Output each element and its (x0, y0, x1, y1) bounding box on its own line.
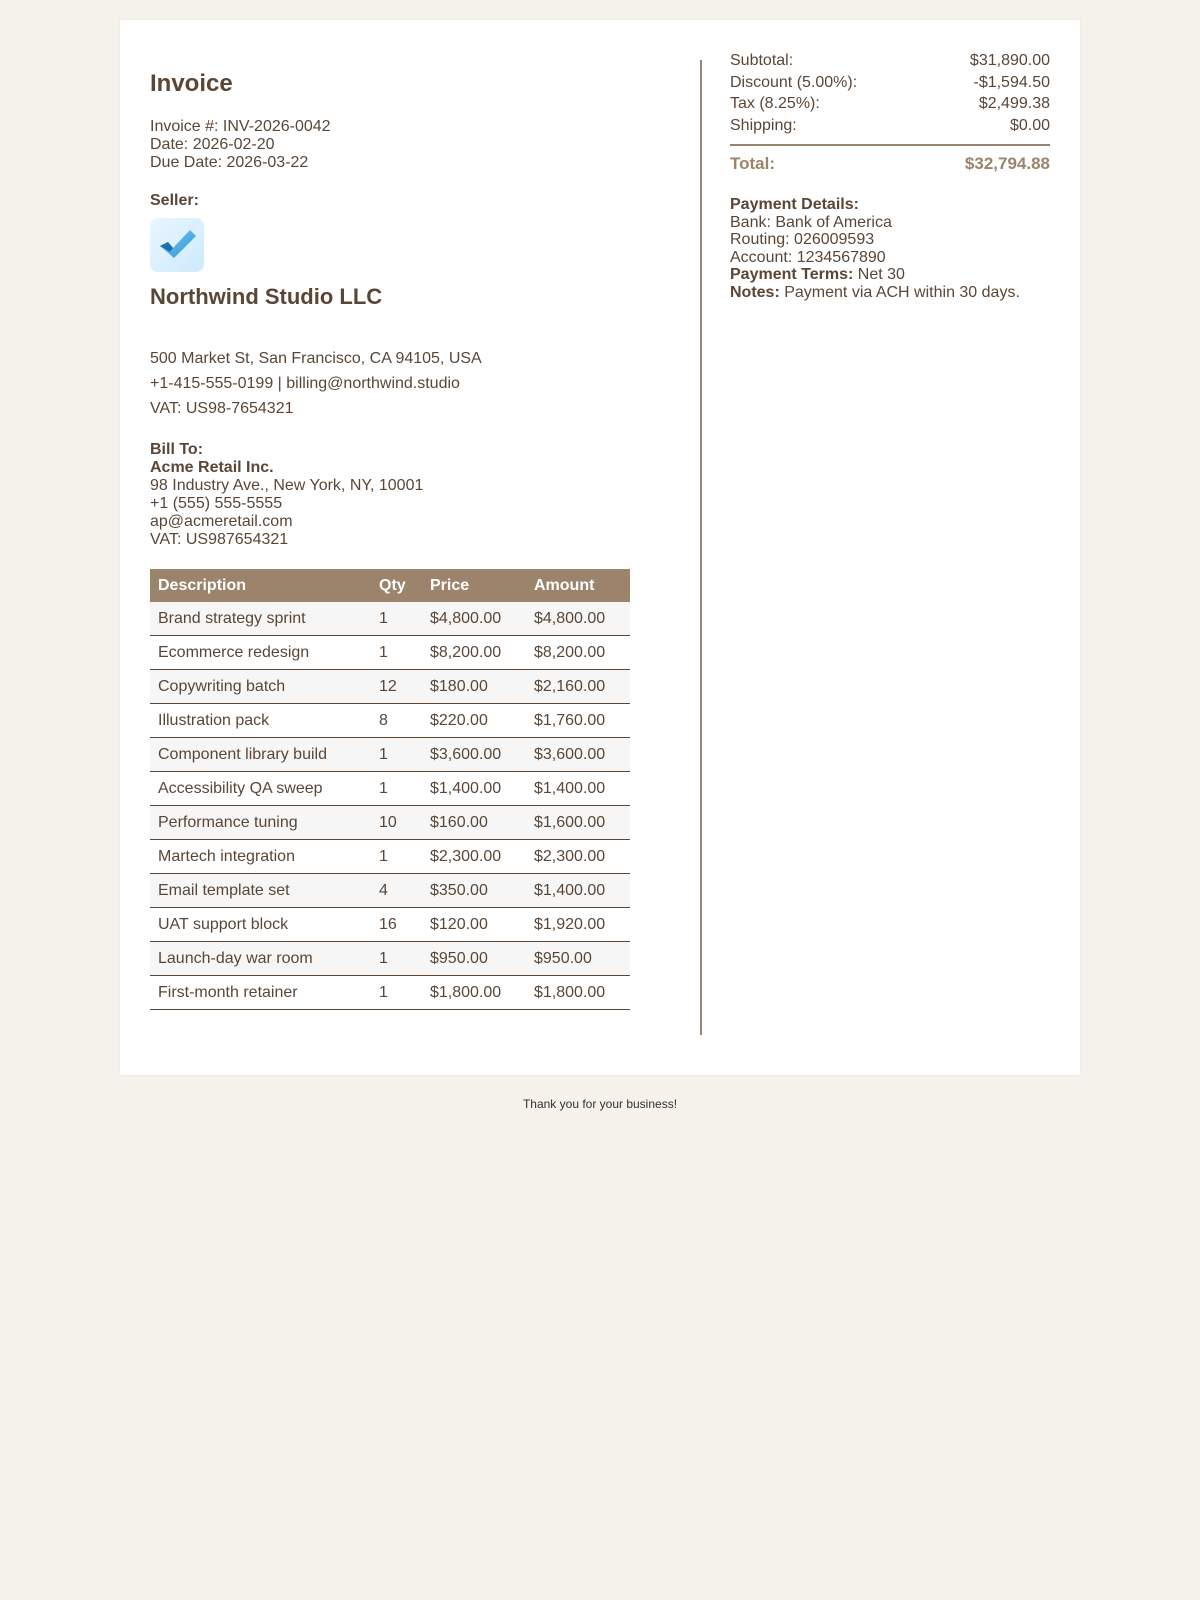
cell-amount: $3,600.00 (526, 738, 630, 772)
cell-price: $2,300.00 (422, 840, 526, 874)
discount-label: Discount (5.00%): (730, 73, 858, 91)
cell-amount: $1,920.00 (526, 908, 630, 942)
table-row (150, 806, 630, 840)
summary-divider (730, 144, 1050, 146)
cell-qty: 1 (371, 772, 422, 806)
column-header-qty: Qty (371, 569, 422, 602)
discount-value: -$1,594.50 (973, 73, 1050, 91)
seller-name: Northwind Studio LLC (150, 284, 383, 309)
bill-to-name: Acme Retail Inc. (150, 459, 274, 476)
cell-qty: 16 (371, 908, 422, 942)
cell-price: $1,400.00 (422, 772, 526, 806)
cell-price: $120.00 (422, 908, 526, 942)
payment-terms-label: Payment Terms: (730, 266, 854, 283)
cell-price: $1,800.00 (422, 976, 526, 1010)
cell-price: $4,800.00 (422, 602, 526, 636)
cell-qty: 1 (371, 602, 422, 636)
cell-price: $160.00 (422, 806, 526, 840)
tax-value: $2,499.38 (978, 95, 1050, 112)
cell-description: Component library build (150, 738, 371, 772)
total-label: Total: (730, 154, 776, 173)
cell-description: Copywriting batch (150, 670, 371, 704)
column-header-description: Description (150, 569, 371, 602)
cell-description: Ecommerce redesign (150, 636, 371, 670)
cell-qty: 1 (371, 738, 422, 772)
payment-notes-label: Notes: (730, 283, 780, 301)
cell-amount: $2,300.00 (526, 840, 630, 874)
table-row (150, 908, 630, 942)
invoice-number: Invoice #: INV-2026-0042 (150, 118, 331, 135)
payment-routing: Routing: 026009593 (730, 231, 875, 248)
cell-amount: $1,400.00 (526, 772, 630, 806)
cell-description: First-month retainer (150, 976, 371, 1010)
cell-qty: 12 (371, 670, 422, 704)
seller-logo (150, 218, 204, 272)
seller-contact: +1-415-555-0199 | billing@northwind.studio (150, 375, 460, 392)
footer-thank-you: Thank you for your business! (522, 1097, 678, 1111)
cell-price: $3,600.00 (422, 738, 526, 772)
invoice-right-column (730, 50, 1050, 301)
invoice-due-date: Due Date: 2026-03-22 (150, 154, 309, 171)
total-value: $32,794.88 (964, 154, 1050, 173)
table-row (150, 670, 630, 704)
cell-amount: $1,400.00 (526, 874, 630, 908)
cell-amount: $1,760.00 (526, 704, 630, 738)
column-header-price: Price (422, 569, 526, 602)
cell-amount: $950.00 (526, 942, 630, 976)
cell-qty: 1 (371, 840, 422, 874)
column-header-amount: Amount (526, 569, 630, 602)
cell-price: $8,200.00 (422, 636, 526, 670)
payment-notes-value: Payment via ACH within 30 days. (779, 283, 1020, 301)
discount-row (730, 72, 1050, 94)
cell-description: Performance tuning (150, 806, 371, 840)
cell-qty: 8 (371, 704, 422, 738)
payment-heading: Payment Details: (730, 196, 859, 213)
cell-price: $220.00 (422, 704, 526, 738)
invoice-meta (150, 118, 640, 172)
cell-price: $350.00 (422, 874, 526, 908)
subtotal-label: Subtotal: (730, 52, 794, 69)
cell-amount: $1,600.00 (526, 806, 630, 840)
cell-amount: $2,160.00 (526, 670, 630, 704)
cell-qty: 1 (371, 976, 422, 1010)
tax-label: Tax (8.25%): (730, 95, 820, 112)
cell-description: Launch-day war room (150, 942, 371, 976)
invoice-card (120, 20, 1080, 1075)
seller-address: 500 Market St, San Francisco, CA 94105, USA (150, 350, 482, 367)
table-row (150, 602, 630, 636)
subtotal-value: $31,890.00 (969, 52, 1050, 69)
table-row (150, 636, 630, 670)
cell-amount: $8,200.00 (526, 636, 630, 670)
payment-bank: Bank: Bank of America (730, 213, 892, 231)
line-items-table (150, 569, 630, 1010)
cell-description: Accessibility QA sweep (150, 772, 371, 806)
column-divider (700, 60, 702, 1035)
shipping-row (730, 115, 1050, 137)
cell-description: Illustration pack (150, 704, 371, 738)
shipping-label: Shipping: (730, 116, 797, 134)
cell-amount: $4,800.00 (526, 602, 630, 636)
shipping-value: $0.00 (1009, 116, 1050, 134)
table-row (150, 976, 630, 1010)
table-row (150, 738, 630, 772)
payment-account: Account: 1234567890 (730, 248, 886, 266)
table-row (150, 840, 630, 874)
cell-amount: $1,800.00 (526, 976, 630, 1010)
seller-details (150, 346, 640, 421)
cell-qty: 10 (371, 806, 422, 840)
table-row (150, 772, 630, 806)
bill-to-phone: +1 (555) 555-5555 (150, 495, 283, 512)
checkmark-icon (156, 226, 198, 262)
tax-row (730, 93, 1050, 115)
payment-details (730, 196, 1050, 301)
cell-description: Email template set (150, 874, 371, 908)
table-row (150, 874, 630, 908)
bill-to-address: 98 Industry Ave., New York, NY, 10001 (150, 477, 424, 494)
cell-description: Brand strategy sprint (150, 602, 371, 636)
bill-to-email: ap@acmeretail.com (150, 513, 293, 530)
cell-price: $180.00 (422, 670, 526, 704)
subtotal-row (730, 50, 1050, 72)
cell-qty: 1 (371, 942, 422, 976)
table-row (150, 942, 630, 976)
total-row (730, 154, 1050, 174)
payment-terms-value: Net 30 (853, 266, 905, 283)
payment-terms (730, 266, 1050, 284)
invoice-left-column (150, 60, 640, 1010)
bill-to-label: Bill To: (150, 441, 204, 458)
payment-notes (730, 284, 1050, 302)
cell-price: $950.00 (422, 942, 526, 976)
seller-label: Seller: (150, 192, 199, 209)
cell-qty: 4 (371, 874, 422, 908)
cell-qty: 1 (371, 636, 422, 670)
seller-vat: VAT: US98-7654321 (150, 400, 294, 417)
invoice-date: Date: 2026-02-20 (150, 136, 275, 153)
table-row (150, 704, 630, 738)
bill-to-block (150, 441, 640, 549)
cell-description: UAT support block (150, 908, 371, 942)
bill-to-vat: VAT: US987654321 (150, 531, 289, 548)
invoice-title: Invoice (150, 70, 233, 97)
cell-description: Martech integration (150, 840, 371, 874)
table-header-row (150, 569, 630, 602)
